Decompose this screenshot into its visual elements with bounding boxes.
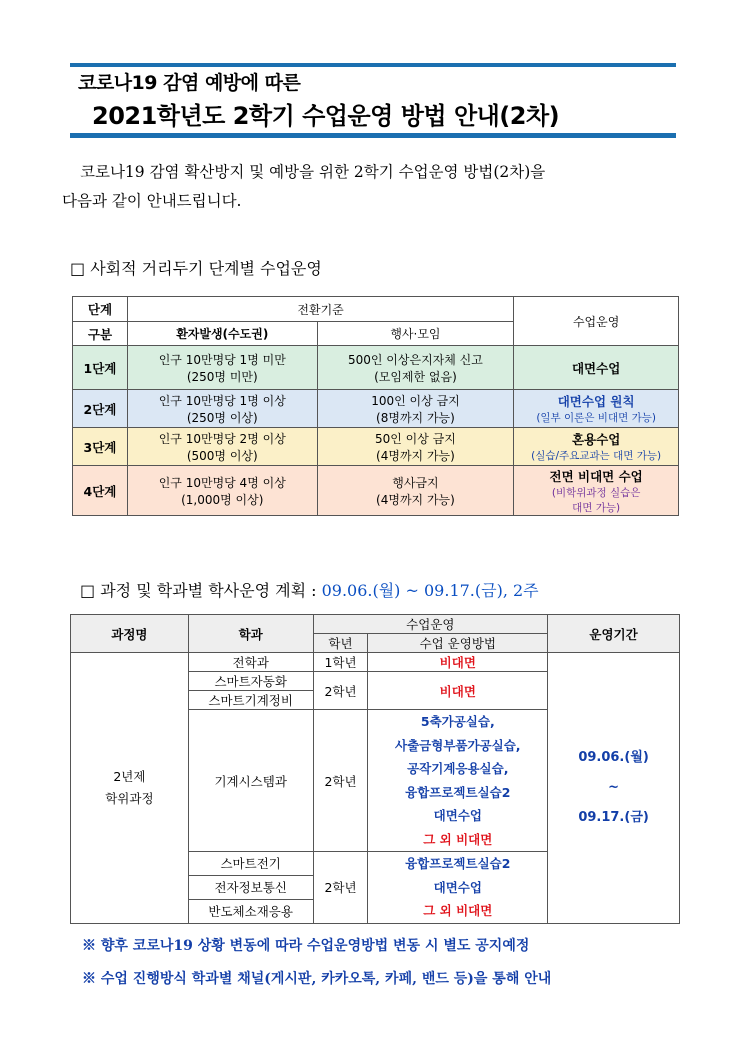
section-2-period: 09.06.(월) ~ 09.17.(금), 2주 xyxy=(321,581,539,600)
method-line: 융합프로젝트실습2 xyxy=(405,784,511,800)
cases-line: (1,000명 이상) xyxy=(181,492,264,507)
method-cell: 비대면 xyxy=(368,672,548,710)
cases-line: 인구 10만명당 1명 이상 xyxy=(158,393,286,408)
header-bottom-rule xyxy=(70,133,676,138)
department-plan-table xyxy=(70,614,680,924)
header-top-rule xyxy=(70,63,676,67)
dept-cell: 전학과 xyxy=(188,653,313,672)
events-line: 500인 이상은지자체 신고 xyxy=(348,352,483,367)
intro-line-1: 코로나19 감염 확산방지 및 예방을 위한 2학기 수업운영 방법(2차)을 xyxy=(80,163,546,181)
header-class-op: 수업운영 xyxy=(313,615,548,634)
method-cell xyxy=(368,710,548,852)
header-method: 수업 운영방법 xyxy=(368,634,548,653)
section-1-title: □ 사회적 거리두기 단계별 수업운영 xyxy=(70,259,322,278)
note-1: ※ 향후 코로나19 상황 변동에 따라 수업운영방법 변동 시 별도 공지예정 xyxy=(82,938,530,954)
events-cell xyxy=(317,346,514,390)
method-line: 대면수업 xyxy=(433,879,482,895)
operation-note: 대면 가능) xyxy=(572,501,621,514)
section-2-prefix: □ 과정 및 학과별 학사운영 계획 : xyxy=(80,581,322,600)
events-line: (8명까지 가능) xyxy=(376,410,455,425)
operation-cell xyxy=(514,428,679,466)
operation-cell: 대면수업 xyxy=(514,346,679,390)
header-stage-2: 구분 xyxy=(73,322,128,346)
method-line: 공작기계응용실습, xyxy=(407,761,509,776)
method-line: 그 외 비대면 xyxy=(423,903,493,918)
method-line: 5축가공실습, xyxy=(420,714,495,729)
header-operation: 수업운영 xyxy=(514,297,679,346)
header-criteria: 전환기준 xyxy=(127,297,513,322)
intro-line-2: 다음과 같이 안내드립니다. xyxy=(62,192,242,210)
events-line: 50인 이상 금지 xyxy=(375,431,456,446)
method-cell xyxy=(368,852,548,924)
table-row xyxy=(73,428,679,466)
operation-main: 전면 비대면 수업 xyxy=(549,468,643,484)
course-cell xyxy=(71,653,189,924)
events-cell xyxy=(317,390,514,428)
cases-line: (500명 이상) xyxy=(186,448,258,463)
grade-cell: 2학년 xyxy=(313,852,368,924)
stage-cell: 3단계 xyxy=(73,428,128,466)
header-stage-1: 단계 xyxy=(73,297,128,322)
events-line: 행사금지 xyxy=(392,475,439,490)
method-line: 사출금형부품가공실습, xyxy=(395,737,521,753)
period-tilde: ~ xyxy=(608,779,620,795)
page-title: 2021학년도 2학기 수업운영 방법 안내(2차) xyxy=(92,102,560,130)
operation-note: (비학위과정 실습은 xyxy=(551,486,641,499)
events-line: (4명까지 가능) xyxy=(376,448,455,463)
dept-cell: 기계시스템과 xyxy=(188,710,313,852)
header-cases: 환자발생(수도권) xyxy=(127,322,317,346)
table-row xyxy=(73,390,679,428)
period-start: 09.06.(월) xyxy=(578,749,649,765)
period-end: 09.17.(금) xyxy=(578,809,649,825)
cases-line: (250명 이상) xyxy=(186,410,258,425)
cases-cell xyxy=(127,390,317,428)
stage-cell: 4단계 xyxy=(73,466,128,516)
stage-cell: 2단계 xyxy=(73,390,128,428)
dept-cell: 스마트전기 xyxy=(188,852,313,876)
header-period: 운영기간 xyxy=(548,615,680,653)
method-cell: 비대면 xyxy=(368,653,548,672)
dept-cell: 반도체소재응용 xyxy=(188,899,313,923)
header-subtitle: 코로나19 감염 예방에 따른 xyxy=(78,72,301,94)
header-grade: 학년 xyxy=(313,634,368,653)
table-row xyxy=(73,346,679,390)
method-line: 대면수업 xyxy=(433,808,482,823)
grade-cell: 2학년 xyxy=(313,672,368,710)
cases-line: (250명 미만) xyxy=(186,369,258,384)
course-line: 2년제 xyxy=(113,768,146,784)
cases-line: 인구 10만명당 1명 미만 xyxy=(158,352,286,367)
events-line: 100인 이상 금지 xyxy=(371,393,460,408)
events-line: (4명까지 가능) xyxy=(376,492,455,507)
intro-paragraph xyxy=(62,158,682,216)
header-events: 행사·모임 xyxy=(317,322,514,346)
operation-note: (일부 이론은 비대면 가능) xyxy=(536,412,656,424)
operation-cell xyxy=(514,390,679,428)
dept-cell: 전자정보통신 xyxy=(188,875,313,899)
cases-cell xyxy=(127,466,317,516)
grade-cell: 2학년 xyxy=(313,710,368,852)
operation-main: 대면수업 원칙 xyxy=(557,394,635,409)
events-cell xyxy=(317,428,514,466)
events-cell xyxy=(317,466,514,516)
cases-line: 인구 10만명당 4명 이상 xyxy=(158,475,286,490)
cases-line: 인구 10만명당 2명 이상 xyxy=(158,431,286,446)
events-line: (모임제한 없음) xyxy=(374,369,457,384)
course-line: 학위과정 xyxy=(105,790,154,806)
method-line: 융합프로젝트실습2 xyxy=(405,856,511,871)
operation-note: (실습/주요교과는 대면 가능) xyxy=(531,450,662,462)
operation-main: 혼용수업 xyxy=(571,432,621,447)
method-line: 그 외 비대면 xyxy=(423,831,493,847)
cases-cell xyxy=(127,428,317,466)
grade-cell: 1학년 xyxy=(313,653,368,672)
note-2: ※ 수업 진행방식 학과별 채널(게시판, 카카오톡, 카페, 밴드 등)을 통해 안내 xyxy=(82,971,552,987)
section-2-title xyxy=(80,578,539,601)
distancing-stage-table xyxy=(72,296,679,516)
dept-cell: 스마트자동화 xyxy=(188,672,313,691)
cases-cell xyxy=(127,346,317,390)
header-course: 과정명 xyxy=(71,615,189,653)
operation-cell xyxy=(514,466,679,516)
header-dept: 학과 xyxy=(188,615,313,653)
table-row xyxy=(73,466,679,516)
period-cell xyxy=(548,653,680,924)
dept-cell: 스마트기계정비 xyxy=(188,691,313,710)
stage-cell: 1단계 xyxy=(73,346,128,390)
